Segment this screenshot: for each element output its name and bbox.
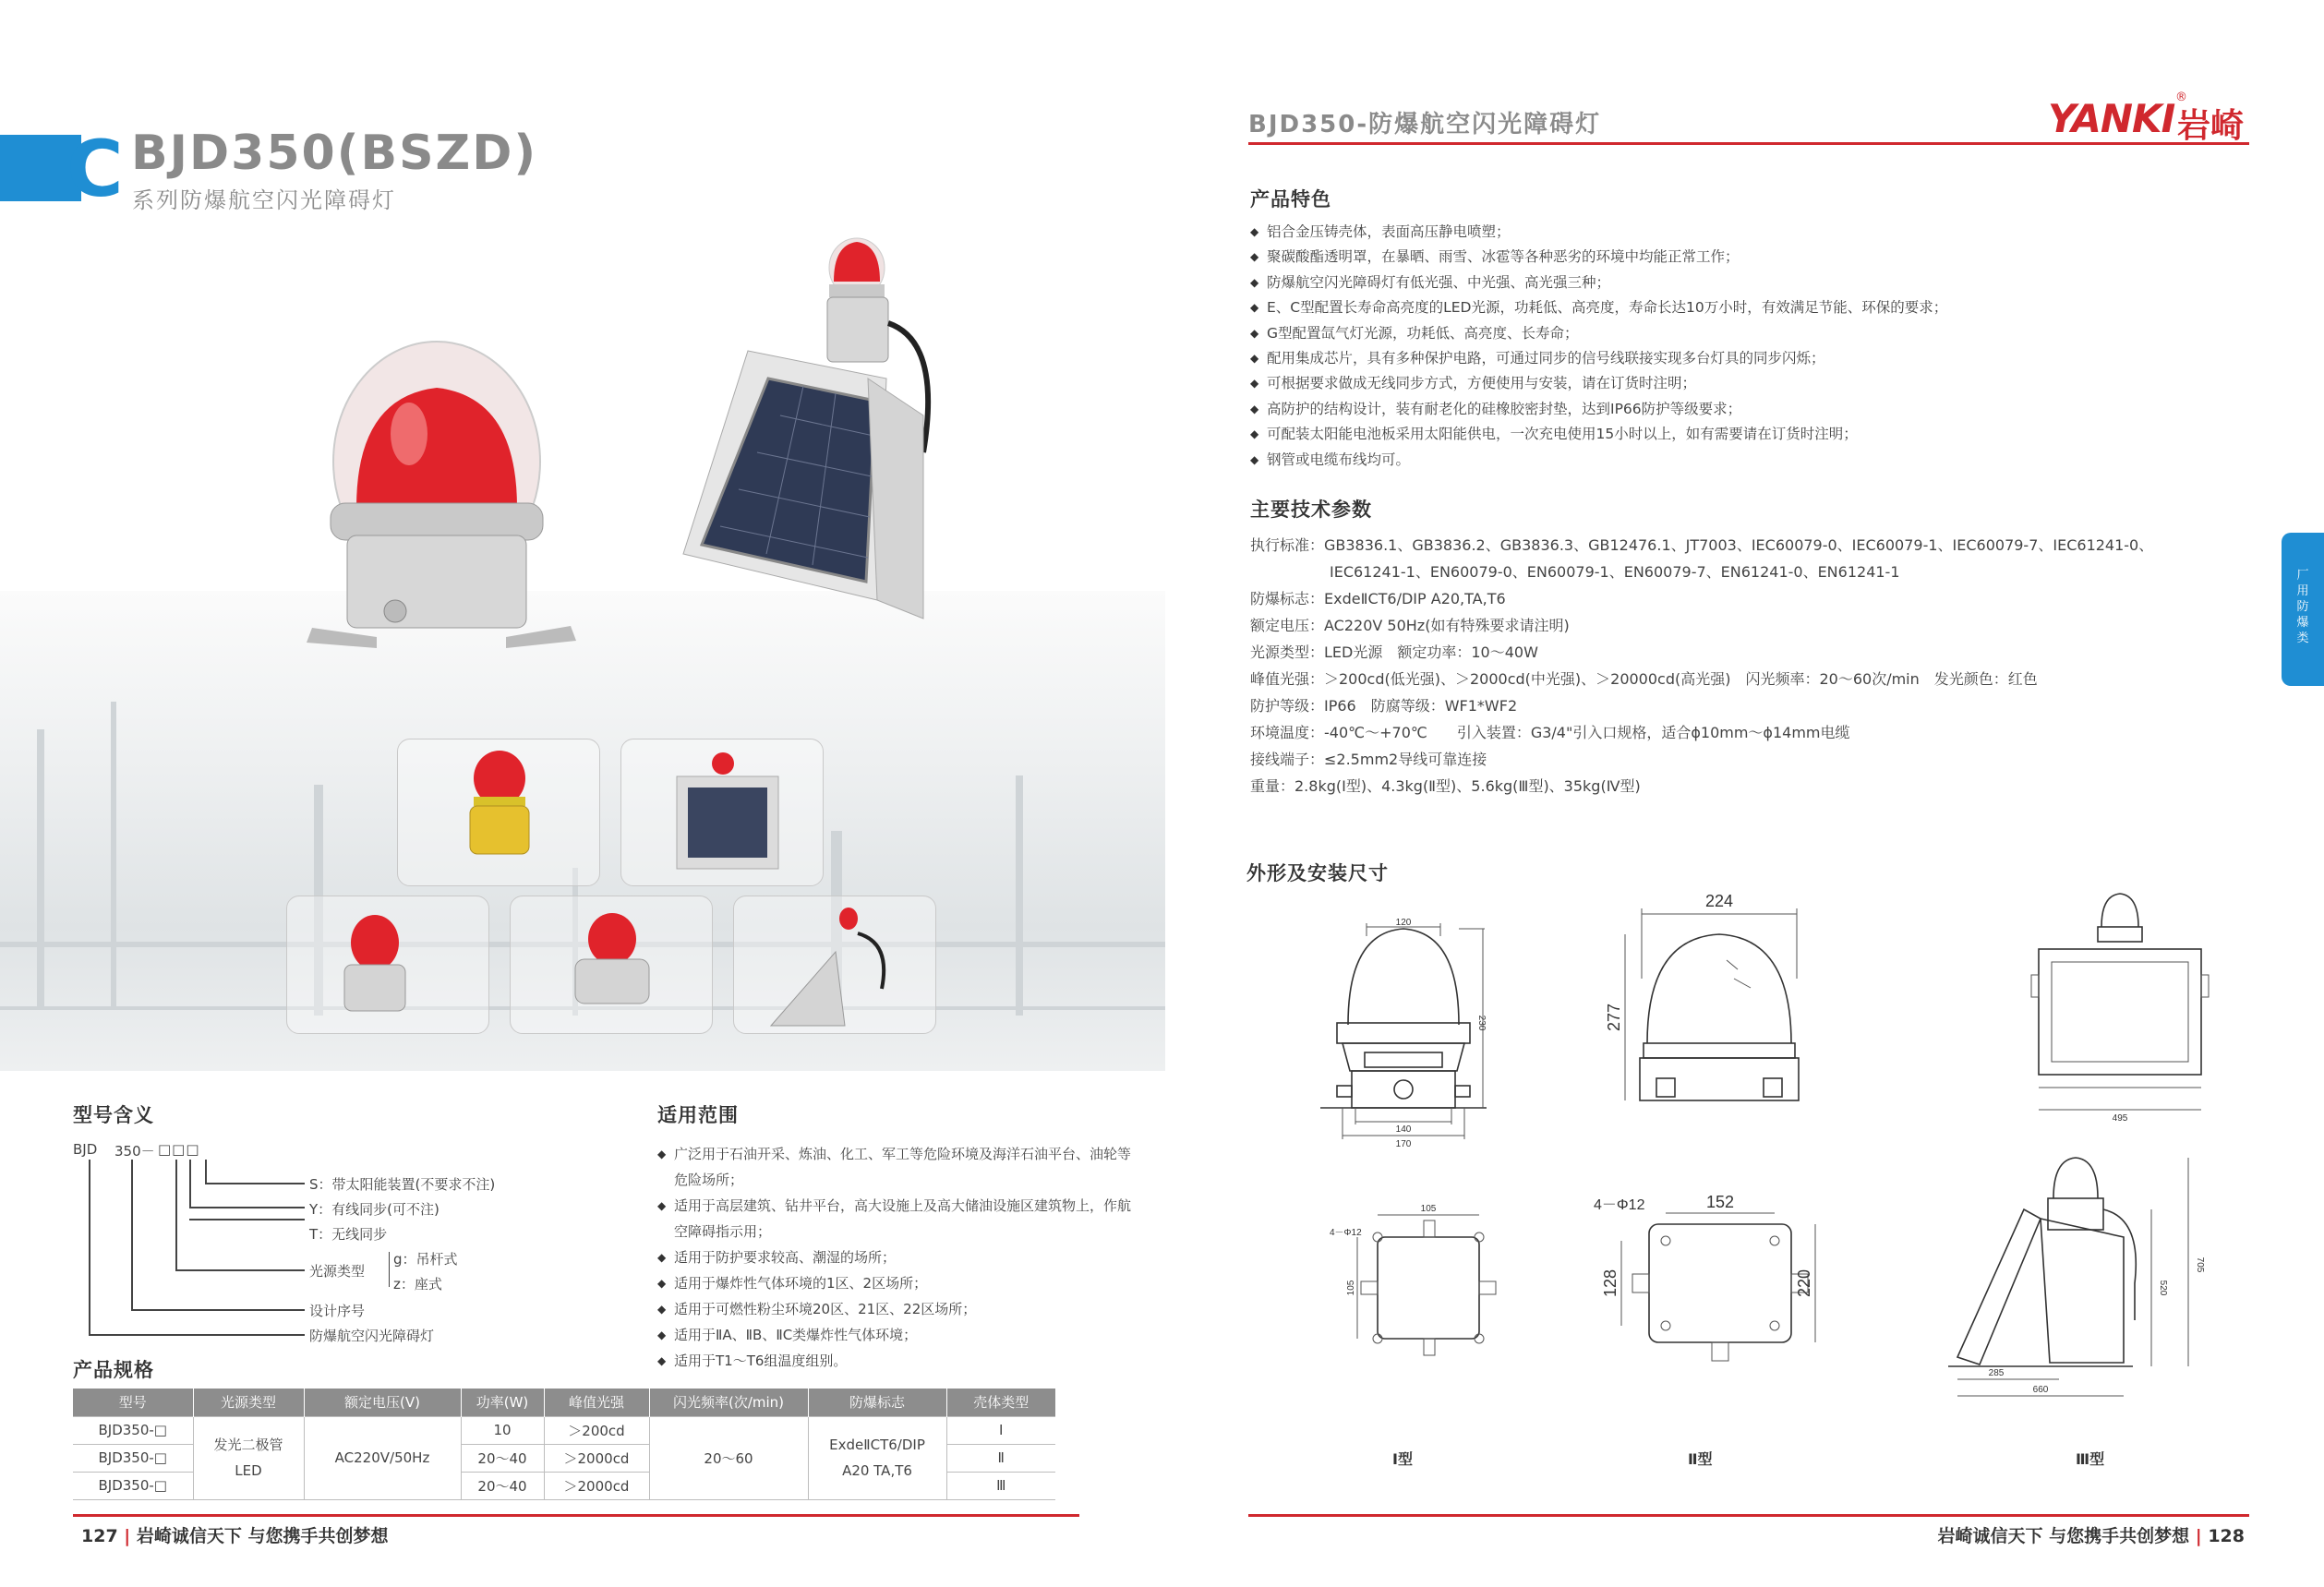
dim-type2-hole: 4－Φ12 [1594,1197,1645,1213]
cell-model: BJD350-□ [73,1472,193,1499]
list-item: ◆ 广泛用于石油开采、炼油、化工、军工等危险环境及海洋石油平台、油轮等危险场所； [657,1141,1138,1193]
drawing-type2-elevation [1588,886,1828,1154]
footer-slogan: 岩崎诚信天下 与您携手共创梦想 [1937,1526,2190,1546]
thumbnail-dome-light-b[interactable] [510,896,713,1034]
dim-type1-b1: 140 [1395,1124,1412,1135]
model-code-boxes: □□□ [158,1141,200,1158]
model-meaning-heading: 型号含义 [73,1104,154,1126]
category-letter: C [66,124,124,214]
list-item: ◆ G型配置氙气灯光源，功耗低、高亮度、长寿命； [1250,321,2229,346]
list-item: ◆ 防爆航空闪光障碍灯有低光强、中光强、高光强三种； [1250,271,2229,295]
list-item: ◆ 适用于防护要求较高、潮湿的场所； [657,1244,1138,1270]
model-line-light-source: 光源类型 [309,1263,366,1280]
dim-type2-plan-h1: 128 [1601,1268,1620,1298]
list-item: ◆ 聚碳酸酯透明罩，在暴晒、雨雪、冰雹等各种恶劣的环境中均能正常工作； [1250,245,2229,270]
dim-type1-top: 120 [1395,918,1412,928]
page-title: BJD350(BSZD) [131,126,538,181]
list-item: ◆ 适用于T1～T6组温度组别。 [657,1348,1138,1374]
header-divider [1248,142,2249,145]
features-list [1250,220,2229,473]
footer-divider-right [1248,1514,2249,1517]
cell-power: 20～40 [461,1444,544,1472]
list-item: ◆ 钢管或电缆布线均可。 [1250,448,2229,473]
model-line-z: z：座式 [393,1276,442,1292]
list-item: ◆ E、C型配置长寿命高亮度的LED光源，功耗低、高亮度，寿命长达10万小时，有效满足节能、环保的要求； [1250,295,2229,320]
spec-table [73,1389,1055,1500]
cell-housing: Ⅲ [946,1472,1055,1499]
features-heading: 产品特色 [1250,188,1331,210]
col-header: 功率(W) [461,1389,544,1416]
thumbnail-solar-light-side[interactable] [733,896,936,1034]
param-row: 峰值光强：＞200cd(低光强)、＞2000cd(中光强)、＞20000cd(高光强) 闪光频率：20～60次/min 发光颜色：红色 [1250,670,2038,688]
param-row: 执行标准：GB3836.1、GB3836.2、GB3836.3、GB12476.1、JT7003、IEC60079-0、IEC60079-1、IEC60079-7、IEC61241-0、 [1250,536,2154,554]
list-item: ◆ 适用于ⅡA、ⅡB、ⅡC类爆炸性气体环境； [657,1322,1138,1348]
params-heading: 主要技术参数 [1250,499,1372,521]
dim-type2-plan-h2: 220 [1795,1268,1813,1298]
list-item: ◆ 配用集成芯片，具有多种保护电路，可通过同步的信号线联接实现多台灯具的同步闪烁； [1250,346,2229,371]
col-header: 峰值光强 [544,1389,649,1416]
param-row: 环境温度：-40℃～+70℃ 引入装置：G3/4"引入口规格，适合ϕ10mm～ϕ14mm电缆 [1250,724,1850,741]
list-item: ◆ 适用于高层建筑、钻井平台，高大设施上及高大储油设施区建筑物上，作航空障碍指示用； [657,1193,1138,1244]
page-number: 128 [2208,1526,2245,1546]
model-line-s: S：带太阳能装置(不要求不注) [309,1176,496,1193]
cell-power: 10 [461,1416,544,1444]
product-image-dome-light [294,323,580,674]
cell-model: BJD350-□ [73,1444,193,1472]
brand-logo-cn: 岩崎 [2177,107,2245,145]
thumbnail-yellow-light[interactable] [397,739,600,886]
brand-logo-latin: YANKI [2048,96,2175,141]
page-number: 127 [81,1526,118,1546]
col-header: 额定电压(V) [304,1389,461,1416]
list-item: ◆ 高防护的结构设计，装有耐老化的硅橡胶密封垫，达到IP66防护等级要求； [1250,397,2229,422]
dim-type3-s-h2: 705 [2195,1256,2205,1273]
drawing-type1-elevation [1311,914,1533,1163]
cell-housing: Ⅱ [946,1444,1055,1472]
drawing-type1-plan [1311,1200,1533,1376]
col-header: 壳体类型 [946,1389,1055,1416]
cell-power: 20～40 [461,1472,544,1499]
type1-label: Ⅰ型 [1392,1450,1413,1468]
dim-type1-b2: 170 [1395,1139,1412,1149]
cell-voltage: AC220V/50Hz [304,1416,461,1499]
model-line-t: T：无线同步 [309,1226,388,1243]
thumbnail-dome-light-a[interactable] [286,896,489,1034]
side-category-tab-label: 厂用防爆类 [2296,569,2309,645]
footer-right: 岩崎诚信天下 与您携手共创梦想 | 128 [1937,1526,2245,1546]
col-header: 型号 [73,1389,193,1416]
dim-type3-width: 495 [2112,1113,2128,1124]
param-row: 光源类型：LED光源 额定功率：10～40W [1250,643,1538,661]
param-row: 重量：2.8kg(Ⅰ型)、4.3kg(Ⅱ型)、5.6kg(Ⅲ型)、35kg(Ⅳ型) [1250,777,1641,795]
col-header: 闪光频率(次/min) [649,1389,808,1416]
dim-type2-plan-w: 152 [1705,1193,1735,1211]
dim-type1-height: 230 [1476,1015,1487,1031]
param-row: IEC61241-1、EN60079-0、EN60079-1、EN60079-7、EN61241-0、EN61241-1 [1330,563,1900,581]
table-row [73,1416,1055,1444]
drawing-type3-side [1939,1154,2216,1413]
footer-left: 127 | 岩崎诚信天下 与您携手共创梦想 [81,1526,389,1546]
col-header: 防爆标志 [808,1389,946,1416]
list-item: ◆ 可配装太阳能电池板采用太阳能供电，一次充电使用15小时以上，如有需要请在订货时注明； [1250,422,2229,447]
type3-label: Ⅲ型 [2076,1450,2105,1468]
cell-intensity: ＞200cd [544,1416,649,1444]
drawing-type3-elevation [2013,886,2234,1136]
list-item: ◆ 适用于可燃性粉尘环境20区、21区、22区场所； [657,1296,1138,1322]
cell-ex-mark: ExdeⅡCT6/DIP A20 TA,T6 [808,1416,946,1499]
footer-slogan: 岩崎诚信天下 与您携手共创梦想 [136,1526,389,1546]
scope-list [657,1141,1138,1374]
thumbnail-solar-light[interactable] [620,739,824,886]
col-header: 光源类型 [193,1389,304,1416]
list-item: ◆ 可根据要求做成无线同步方式，方便使用与安装，请在订货时注明； [1250,371,2229,396]
page-subtitle: 系列防爆航空闪光障碍灯 [132,187,396,213]
params-block [1250,532,2153,800]
dim-type3-s-h1: 520 [2158,1280,2168,1296]
cell-frequency: 20～60 [649,1416,808,1499]
param-row: 防爆标志：ExdeⅡCT6/DIP A20,TA,T6 [1250,590,1506,607]
list-item: ◆ 铝合金压铸壳体，表面高压静电喷塑； [1250,220,2229,245]
scope-heading: 适用范围 [657,1104,739,1126]
dim-type2-height: 277 [1605,1003,1623,1032]
product-image-solar-light [646,231,960,674]
cell-intensity: ＞2000cd [544,1472,649,1499]
model-line-y: Y：有线同步(可不注) [309,1201,440,1218]
param-row: 防护等级：IP66 防腐等级：WF1*WF2 [1250,697,1518,715]
brand-logo-reg: ® [2175,90,2187,104]
dim-type1-plan-w: 105 [1420,1204,1437,1214]
cell-housing: Ⅰ [946,1416,1055,1444]
model-line-product: 防爆航空闪光障碍灯 [309,1328,435,1344]
drawing-type2-plan [1588,1182,1828,1366]
right-page-header: BJD350-防爆航空闪光障碍灯 [1248,111,1602,138]
dim-type1-hole: 4－Φ12 [1330,1228,1362,1238]
model-line-g: g：吊杆式 [393,1251,458,1268]
cell-light-source: 发光二极管LED [193,1416,304,1499]
cell-model: BJD350-□ [73,1416,193,1444]
dim-type3-s-w2: 660 [2032,1385,2049,1395]
param-row: 额定电压：AC220V 50Hz(如有特殊要求请注明) [1250,617,1570,634]
dim-type1-plan-h: 105 [1346,1280,1356,1296]
model-code-main: 350－ [114,1143,155,1160]
model-code-prefix: BJD [73,1141,98,1158]
spec-heading: 产品规格 [73,1359,154,1381]
cell-intensity: ＞2000cd [544,1444,649,1472]
dim-type3-s-w1: 285 [1988,1368,2005,1378]
param-row: 接线端子：≤2.5mm2导线可靠连接 [1250,751,1487,768]
dim-type2-top: 224 [1704,892,1734,910]
table-header-row [73,1389,1055,1416]
type2-label: Ⅱ型 [1688,1450,1713,1468]
footer-divider-left [73,1514,1079,1517]
dimensions-heading: 外形及安装尺寸 [1246,862,1389,884]
list-item: ◆ 适用于爆炸性气体环境的1区、2区场所； [657,1270,1138,1296]
model-line-design-no: 设计序号 [309,1303,366,1319]
